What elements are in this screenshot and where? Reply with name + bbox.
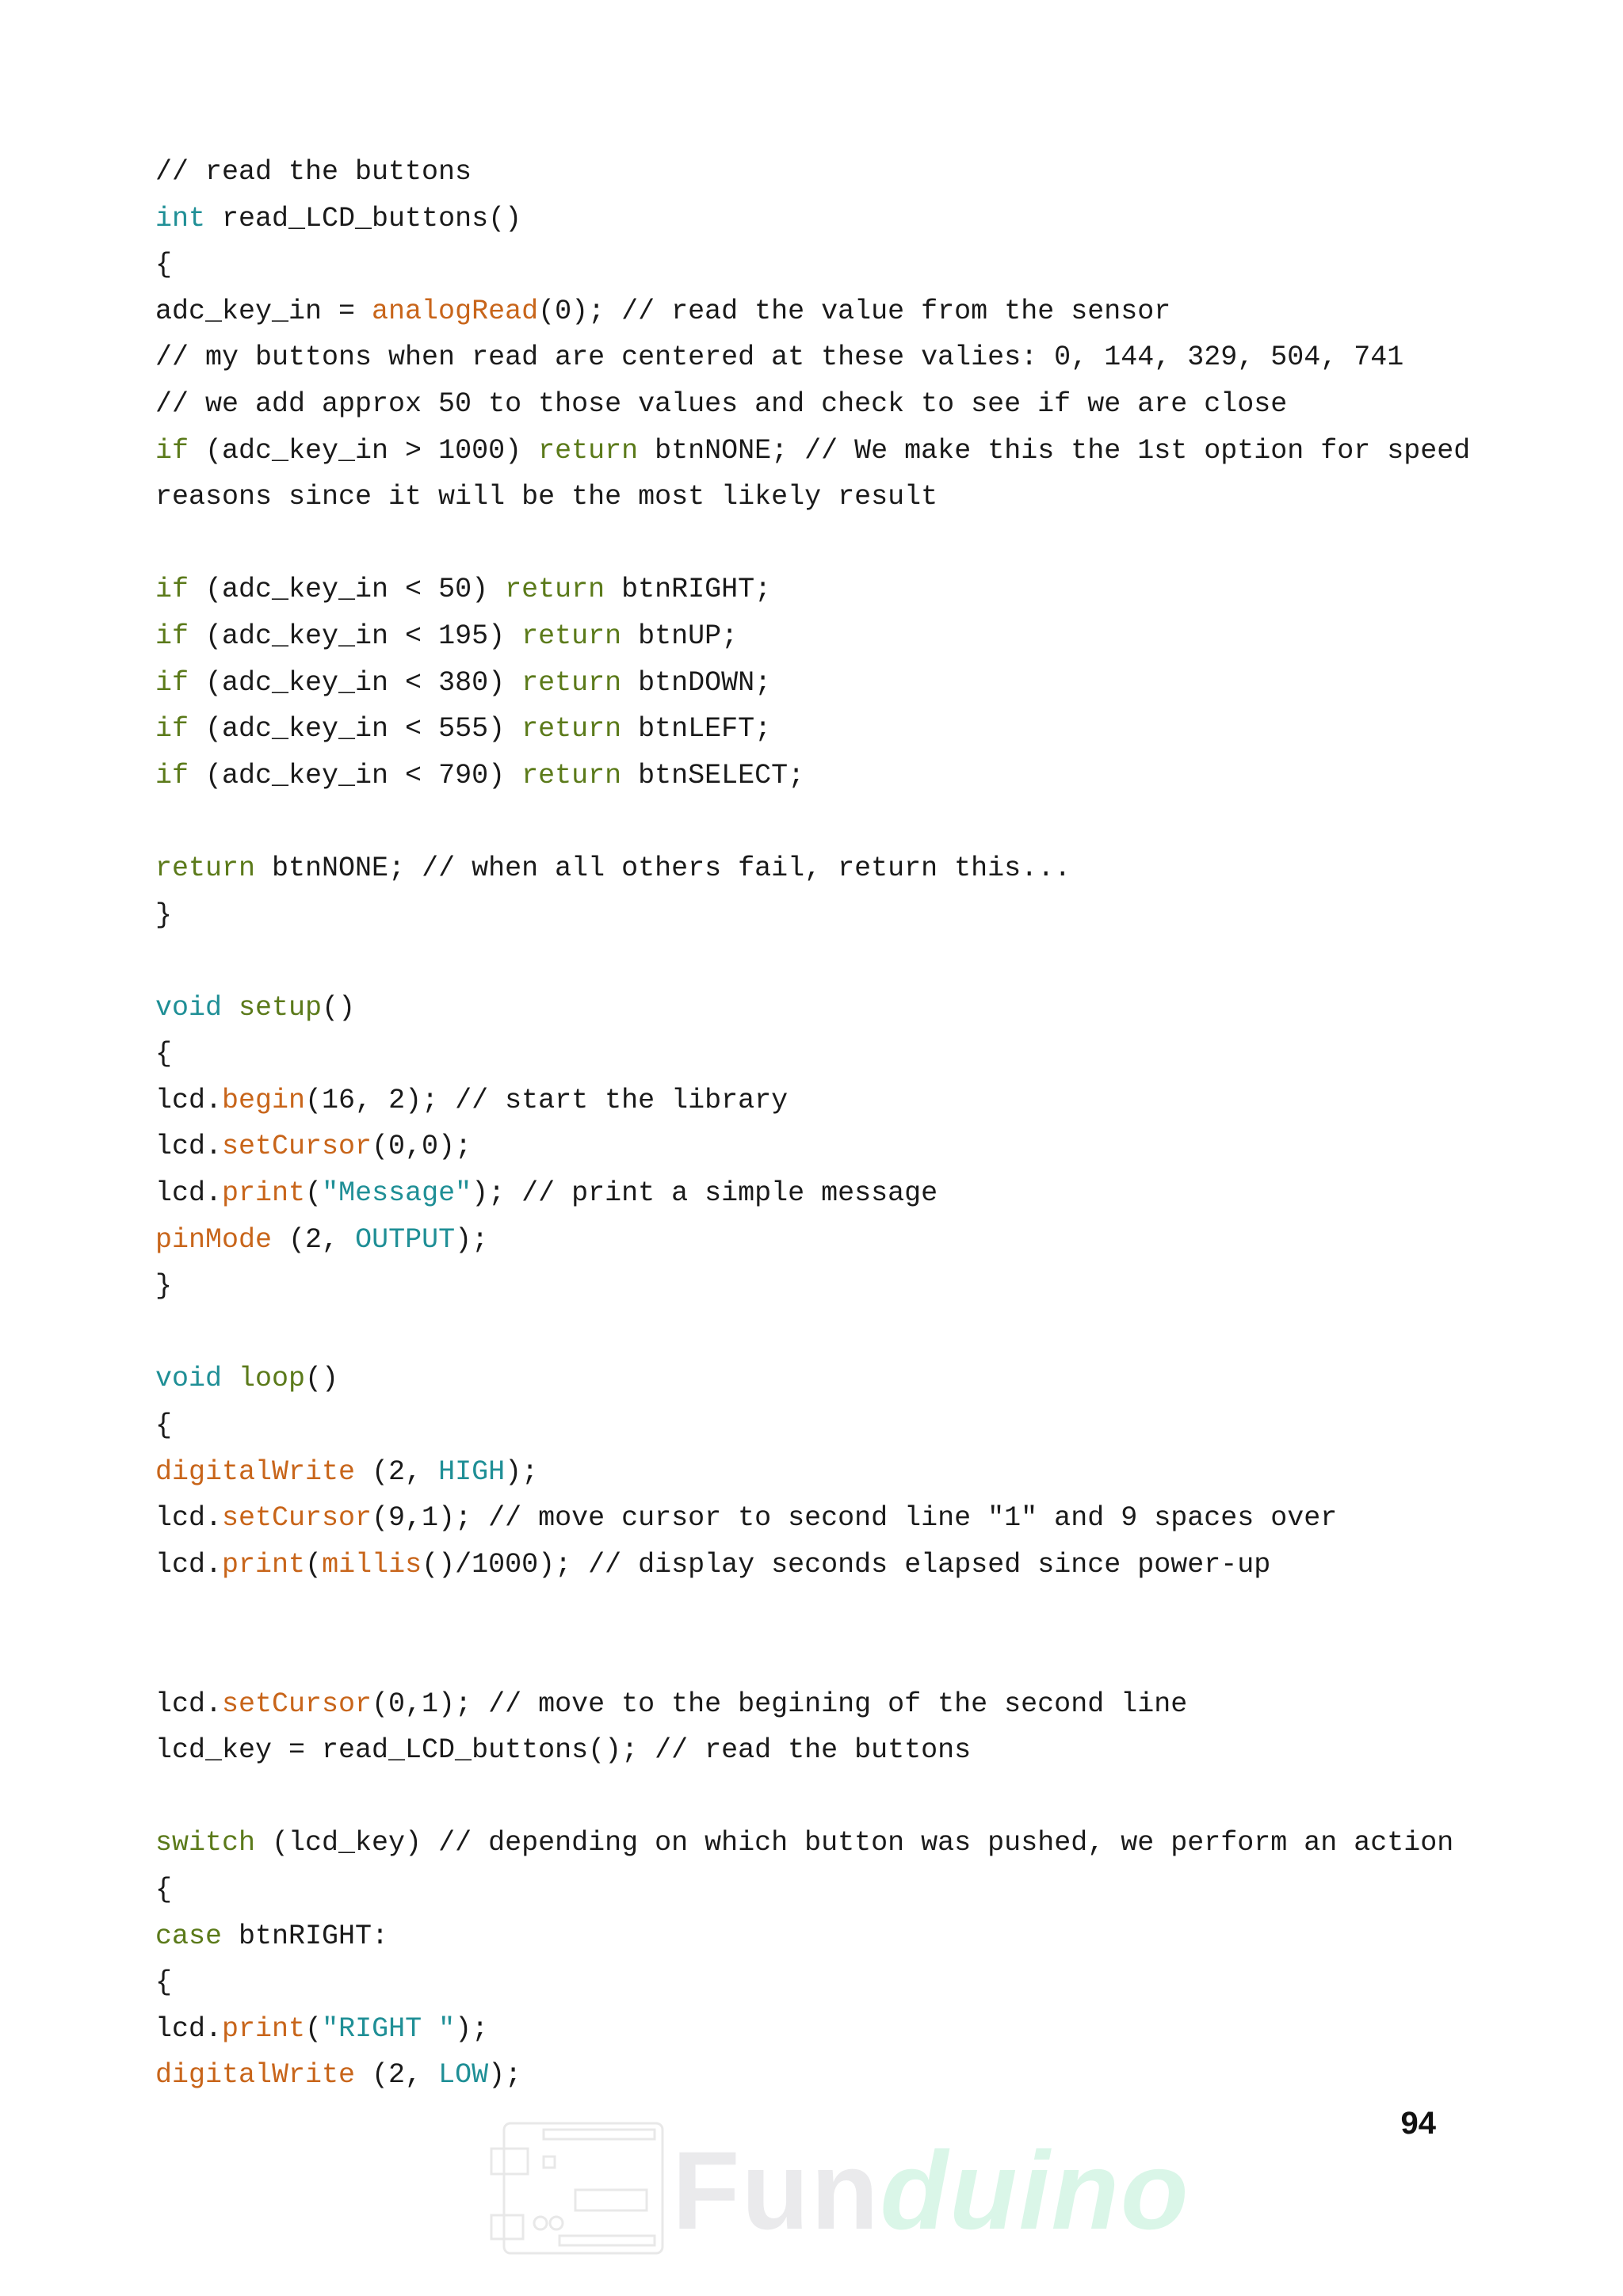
code-token: print — [222, 1177, 306, 1210]
code-token: (adc_key_in < 790) — [189, 759, 522, 791]
code-line — [155, 1634, 1503, 1681]
code-line — [155, 1170, 1503, 1217]
code-token: digitalWrite — [155, 1455, 356, 1488]
code-token: lcd. — [155, 1084, 223, 1116]
code-line — [155, 149, 1503, 196]
code-token: if — [155, 666, 189, 699]
code-token: if — [155, 574, 189, 606]
code-token: (adc_key_in < 555) — [189, 713, 522, 746]
code-token: lcd. — [155, 1177, 223, 1210]
code-token: (adc_key_in > 1000) — [189, 434, 539, 467]
code-line — [155, 1449, 1503, 1496]
code-token: analogRead — [372, 295, 539, 327]
code-line — [155, 892, 1503, 939]
code-token: "Message" — [322, 1177, 472, 1210]
code-token: // read the buttons — [155, 156, 472, 188]
code-token: setup — [239, 991, 323, 1024]
code-token: ); // print a simple message — [472, 1177, 938, 1210]
code-token: return — [538, 434, 639, 467]
code-token: (2, — [355, 2059, 439, 2092]
code-line — [155, 613, 1503, 660]
code-line — [155, 474, 1503, 521]
code-token: lcd. — [155, 1688, 223, 1720]
code-token: LOW — [438, 2059, 489, 2092]
code-line — [155, 521, 1503, 567]
code-token: () — [322, 991, 356, 1024]
code-token: (2, — [355, 1455, 439, 1488]
page-number: 94 — [1400, 2106, 1436, 2141]
code-line — [155, 2052, 1503, 2099]
code-line — [155, 1681, 1503, 1728]
code-token: if — [155, 759, 189, 791]
code-token: (adc_key_in < 380) — [189, 666, 522, 699]
code-token: (9,1); // move cursor to second line "1" and 9 spaces over — [372, 1502, 1338, 1535]
code-token: void — [155, 991, 223, 1024]
code-token: HIGH — [438, 1455, 506, 1488]
watermark-text-duino: duino — [880, 2128, 1190, 2252]
code-token: print — [222, 1548, 306, 1581]
watermark-text — [672, 2128, 1190, 2252]
arduino-board-icon — [488, 2117, 678, 2260]
code-token: ( — [305, 1177, 323, 1210]
code-token: return — [155, 852, 256, 884]
code-token: { — [155, 249, 173, 281]
code-token: { — [155, 1873, 173, 1905]
code-token: btnRIGHT: — [222, 1920, 389, 1952]
code-token: (adc_key_in < 50) — [189, 574, 506, 606]
code-line — [155, 1077, 1503, 1124]
code-line — [155, 1588, 1503, 1634]
code-token: if — [155, 434, 189, 467]
code-line — [155, 242, 1503, 288]
code-token: void — [155, 1363, 223, 1395]
code-token: ()/1000); // display seconds elapsed since power-up — [422, 1548, 1271, 1581]
code-token: return — [521, 666, 622, 699]
code-token: ( — [305, 1548, 323, 1581]
code-token: if — [155, 713, 189, 746]
code-line — [155, 1542, 1503, 1589]
code-token: return — [521, 620, 622, 652]
code-token: // we add approx 50 to those values and check to see if we are close — [155, 387, 1288, 420]
code-token: } — [155, 1270, 173, 1302]
code-line — [155, 1913, 1503, 1960]
code-line — [155, 1820, 1503, 1867]
code-token: (0); // read the value from the sensor — [538, 295, 1171, 327]
code-token: // my buttons when read are centered at these valies: 0, 144, 329, 504, 741 — [155, 341, 1404, 374]
code-line — [155, 1217, 1503, 1264]
watermark-logo — [488, 2117, 1190, 2260]
code-token: (lcd_key) // depending on which button was pushed, we perform an action — [255, 1827, 1454, 1859]
code-token: (0,0); — [372, 1131, 472, 1163]
code-line — [155, 1495, 1503, 1542]
code-line — [155, 1774, 1503, 1821]
code-token: adc_key_in = — [155, 295, 372, 327]
code-token: lcd. — [155, 2012, 223, 2045]
code-token: btnSELECT; — [621, 759, 805, 791]
code-token: { — [155, 1409, 173, 1442]
watermark-text-fun: Fun — [672, 2128, 880, 2252]
code-token: case — [155, 1920, 223, 1952]
code-token: btnRIGHT; — [605, 574, 772, 606]
code-token: switch — [155, 1827, 256, 1859]
code-line — [155, 1402, 1503, 1449]
code-token: ( — [305, 2012, 323, 2045]
code-token: (adc_key_in < 195) — [189, 620, 522, 652]
code-token: btnLEFT; — [621, 713, 772, 746]
code-token: setCursor — [222, 1502, 372, 1535]
code-token: btnNONE; // We make this the 1st option for speed — [638, 434, 1471, 467]
code-token: btnUP; — [621, 620, 739, 652]
code-token: if — [155, 620, 189, 652]
code-token: reasons since it will be the most likely result — [155, 481, 938, 513]
code-line — [155, 1123, 1503, 1170]
code-token: btnNONE; // when all others fail, return this... — [255, 852, 1071, 884]
code-token: OUTPUT — [355, 1223, 456, 1256]
code-token: () — [305, 1363, 339, 1395]
code-line — [155, 1727, 1503, 1774]
code-line — [155, 845, 1503, 892]
code-line — [155, 660, 1503, 707]
code-token: { — [155, 1038, 173, 1070]
code-token: read_LCD_buttons() — [205, 202, 522, 235]
code-token: ); — [455, 2012, 489, 2045]
code-line — [155, 706, 1503, 753]
code-line — [155, 799, 1503, 845]
code-token: digitalWrite — [155, 2059, 356, 2092]
code-line — [155, 1031, 1503, 1077]
code-token: (0,1); // move to the begining of the second line — [372, 1688, 1188, 1720]
code-line — [155, 1263, 1503, 1310]
code-line — [155, 753, 1503, 799]
code-token: lcd_key = read_LCD_buttons(); // read the buttons — [155, 1734, 972, 1767]
code-token: ); — [488, 2059, 522, 2092]
code-token: return — [505, 574, 605, 606]
code-token: loop — [239, 1363, 306, 1395]
code-token: "RIGHT " — [322, 2012, 456, 2045]
code-token: begin — [222, 1084, 306, 1116]
code-token: lcd. — [155, 1131, 223, 1163]
code-token — [222, 1363, 239, 1394]
code-token: int — [155, 202, 206, 235]
code-token: (2, — [272, 1223, 356, 1256]
code-line — [155, 196, 1503, 242]
code-token: return — [521, 759, 622, 791]
code-line — [155, 1959, 1503, 2006]
code-token — [222, 992, 239, 1024]
code-line — [155, 334, 1503, 381]
code-token: lcd. — [155, 1502, 223, 1535]
code-line — [155, 288, 1503, 335]
code-line — [155, 1310, 1503, 1356]
code-token: { — [155, 1966, 173, 1999]
code-line — [155, 381, 1503, 428]
code-line — [155, 985, 1503, 1032]
code-block — [155, 149, 1503, 2099]
code-line — [155, 566, 1503, 613]
code-token: (16, 2); // start the library — [305, 1084, 789, 1116]
code-token: pinMode — [155, 1223, 273, 1256]
code-token: lcd. — [155, 1548, 223, 1581]
code-token: return — [521, 713, 622, 746]
code-token: millis — [322, 1548, 422, 1581]
code-token: print — [222, 2012, 306, 2045]
code-token: setCursor — [222, 1131, 372, 1163]
code-line — [155, 938, 1503, 985]
code-line — [155, 1867, 1503, 1913]
code-token: btnDOWN; — [621, 666, 772, 699]
code-line — [155, 428, 1503, 475]
code-token: setCursor — [222, 1688, 372, 1720]
code-token: } — [155, 898, 173, 931]
code-line — [155, 2006, 1503, 2053]
code-token: ); — [455, 1223, 489, 1256]
code-line — [155, 1356, 1503, 1402]
code-token: ); — [505, 1455, 539, 1488]
